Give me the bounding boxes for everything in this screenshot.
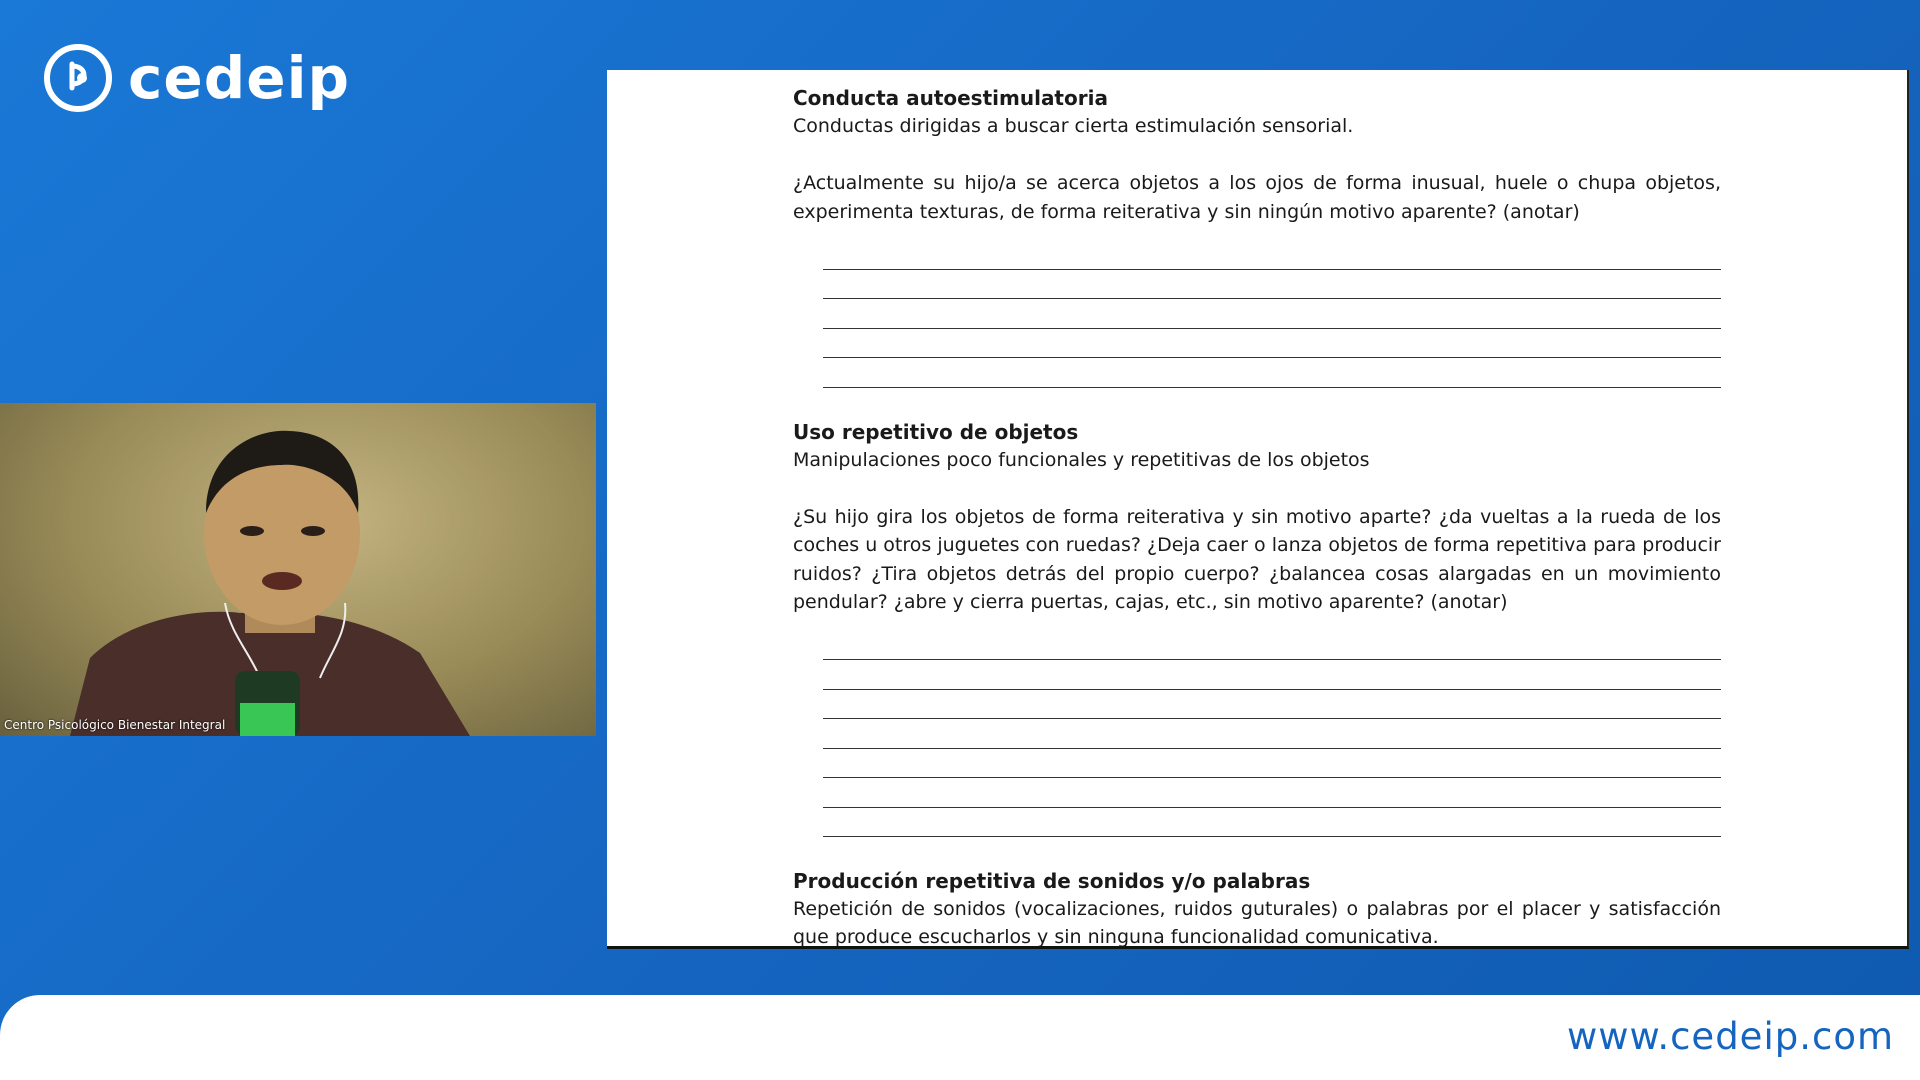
answer-line[interactable] [823,778,1721,808]
section-produccion-sonidos [793,867,1721,949]
section-autoestimulatoria [793,84,1721,388]
answer-line[interactable] [823,270,1721,300]
section-question: ¿Actualmente su hijo/a se acerca objetos a los ojos de forma inusual, huele o chupa objetos, experimenta texturas, de forma reiterativa y sin ningún motivo aparente? (anotar) [793,172,1721,223]
answer-line[interactable] [823,240,1721,270]
answer-line[interactable] [823,358,1721,388]
brand-name: cedeip [128,44,350,112]
section-title: Producción repetitiva de sonidos y/o palabras [793,869,1311,893]
section-question: ¿Su hijo gira los objetos de forma reiterativa y sin motivo aparte? ¿da vueltas a la rueda de los coches u otros juguetes con ruedas? ¿Deja caer o lanza objetos de forma repetitiva para producir ruidos? ¿Tira objetos detrás del propio cuerpo? ¿balancea cosas alargadas en un movimiento pendular? ¿abre y cierra puertas, cajas, etc., sin motivo aparente? (anotar) [793,505,1721,613]
answer-line[interactable] [823,719,1721,749]
answer-lines [823,240,1721,388]
answer-line[interactable] [823,808,1721,838]
section-subtitle: Repetición de sonidos (vocalizaciones, ruidos guturales) o palabras por el placer y satisfacción que produce escucharlos y sin ninguna funcionalidad comunicativa. [793,898,1721,948]
section-subtitle: Manipulaciones poco funcionales y repetitivas de los objetos [793,448,1370,471]
answer-lines [823,631,1721,838]
section-uso-repetitivo [793,418,1721,838]
shared-document[interactable] [607,70,1909,949]
section-subtitle: Conductas dirigidas a buscar cierta estimulación sensorial. [793,115,1354,137]
brand-logo [44,44,350,112]
answer-line[interactable] [823,749,1721,779]
footer-bar [0,995,1920,1080]
section-title: Conducta autoestimulatoria [793,86,1108,110]
answer-line[interactable] [823,690,1721,720]
website-url[interactable]: www.cedeip.com [1566,1015,1894,1058]
webcam-video-tile[interactable] [0,403,596,736]
answer-line[interactable] [823,299,1721,329]
answer-line[interactable] [823,631,1721,661]
section-title: Uso repetitivo de objetos [793,419,1079,444]
participant-name-label: Centro Psicológico Bienestar Integral [4,718,226,732]
presenter-video-frame [0,403,596,736]
document-content [793,84,1721,949]
answer-line[interactable] [823,660,1721,690]
answer-line[interactable] [823,329,1721,359]
cedeip-logo-icon [44,44,112,112]
